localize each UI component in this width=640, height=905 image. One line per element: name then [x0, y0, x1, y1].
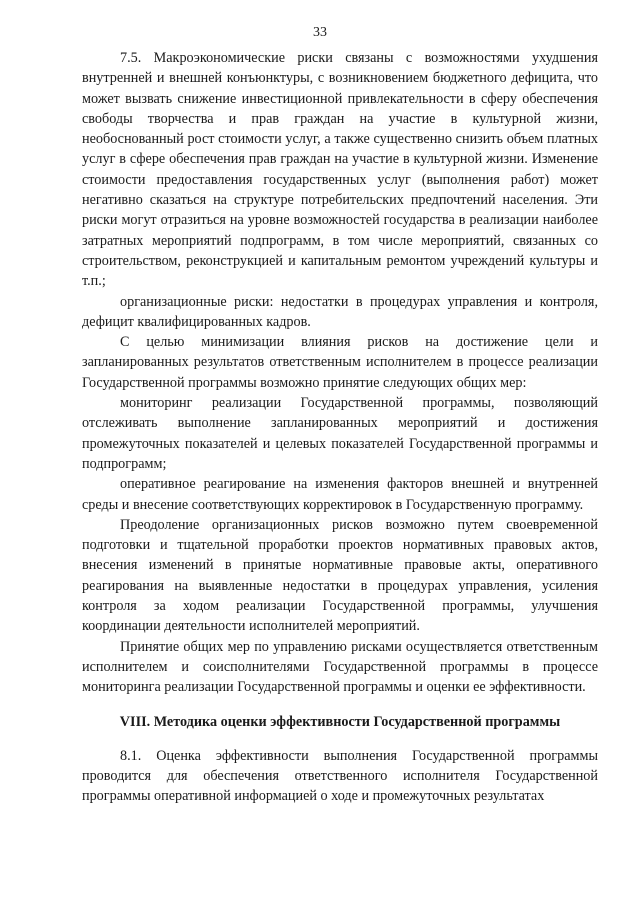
paragraph-monitoring-measure: мониторинг реализации Государственной программы, позволяющий отслеживать выполнение запланированных мероприятий и достижения промежуточных показателей и целевых показателей Государственной программы и подпрограмм;: [82, 395, 598, 472]
paragraph-effectiveness-evaluation: 8.1. Оценка эффективности выполнения Государственной программы проводится для обеспечения ответственного исполнителя Государственной программы оперативной информацией о ходе и промежуточных результатах: [82, 747, 598, 805]
section-heading: VIII. Методика оценки эффективности Государственной программы: [119, 713, 561, 730]
paragraph-risk-management-responsibility: Принятие общих мер по управлению рисками осуществляется ответственным исполнителем и соисполнителями Государственной программы в процессе мониторинга реализации Государственной программы и оценки ее эффективности.: [82, 638, 598, 696]
page-number: 33: [313, 25, 327, 40]
paragraph-macroeconomic-risks: 7.5. Макроэкономические риски связаны с возможностями ухудшения внутренней и внешней конъюнктуры, с возникновением бюджетного дефицита, что может вызвать снижение инвестиционной привлекательности в сферу обеспечения свободы творчества и прав граждан на участие в культурной жизни, необоснованный рост стоимости услуг, а также существенно снизить объем платных услуг в сфере обеспечения прав граждан на участие в культурной жизни. Изменение стоимости предоставления государственных услуг (выполнения работ) может негативно сказаться на структуре потребительских предпочтений населения. Эти риски могут отразиться на уровне возможностей государства в реализации наиболее затратных мероприятий подпрограмм, в том числе мероприятий, связанных со строительством, реконструкцией и капитальным ремонтом учреждений культуры и т.п.;: [82, 50, 598, 290]
document-body: [82, 48, 598, 807]
paragraph-overcoming-organizational-risks: Преодоление организационных рисков возможно путем своевременной подготовки и тщательной проработки проектов нормативных правовых актов, внесения изменений в принятые нормативные правовые акты, оперативного реагирования на выявленные недостатки в процедурах управления, усиления контроля за ходом реализации Государственной программы, улучшения координации деятельности исполнителей мероприятий.: [82, 516, 598, 635]
paragraph-operational-response-measure: оперативное реагирование на изменения факторов внешней и внутренней среды и внесение соответствующих корректировок в Государственную программу.: [82, 476, 598, 513]
paragraph-organizational-risks: организационные риски: недостатки в процедурах управления и контроля, дефицит квалифицированных кадров.: [82, 293, 598, 330]
paragraph-risk-mitigation-intro: С целью минимизации влияния рисков на достижение цели и запланированных результатов ответственным исполнителем в процессе реализации Государственной программы возможно принятие следующих общих мер:: [82, 334, 598, 391]
